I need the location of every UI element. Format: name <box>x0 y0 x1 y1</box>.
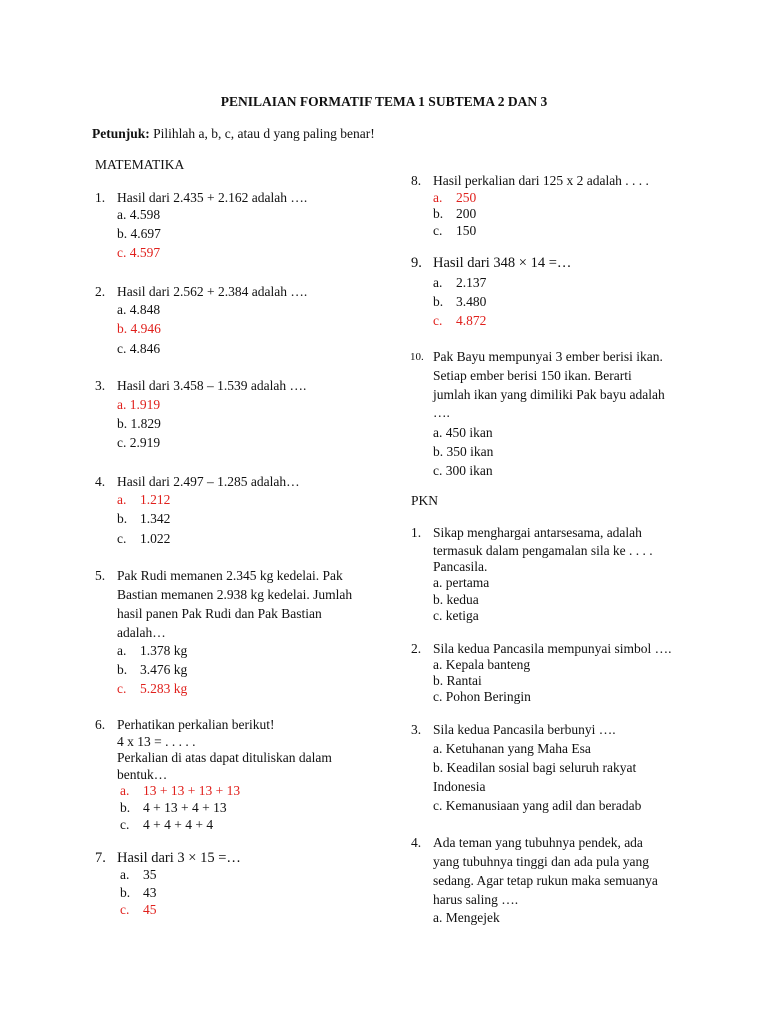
option-a: a. 4.598 <box>117 207 161 222</box>
option-c: 4 + 4 + 4 + 4 <box>143 817 214 832</box>
question-text-line: Pancasila. <box>433 559 488 574</box>
section-heading-pkn: PKN <box>411 493 439 508</box>
option-c-correct: 5.283 kg <box>140 681 188 696</box>
option-a-letter: a. <box>117 643 127 658</box>
option-a-correct: 250 <box>456 190 477 205</box>
option-b-letter: b. <box>120 885 131 900</box>
option-c-correct: c. 4.597 <box>117 245 161 260</box>
question-text-line: Pak Rudi memanen 2.345 kg kedelai. Pak <box>117 568 343 583</box>
option-c-letter: c. <box>433 223 443 238</box>
question-number: 4. <box>411 835 422 850</box>
option-a: 1.378 kg <box>140 643 188 658</box>
option-c-letter: c. <box>433 313 443 328</box>
question-text-line: Ada teman yang tubuhnya pendek, ada <box>433 835 643 850</box>
option-a: a. 450 ikan <box>433 425 493 440</box>
option-b-letter: b. <box>433 206 444 221</box>
option-b: b. 350 ikan <box>433 444 494 459</box>
instruction <box>92 126 375 142</box>
option-a: 35 <box>143 867 157 882</box>
question-text-line: …. <box>433 405 450 420</box>
question-number: 3. <box>411 722 422 737</box>
page-title: PENILAIAN FORMATIF TEMA 1 SUBTEMA 2 DAN 3 <box>220 94 548 109</box>
option-c-letter: c. <box>117 681 127 696</box>
question-text: Hasil dari 2.562 + 2.384 adalah …. <box>117 284 308 299</box>
question-text: Sila kedua Pancasila mempunyai simbol …. <box>433 641 672 656</box>
option-b: 200 <box>456 206 477 221</box>
question-text: Hasil dari 348 × 14 =… <box>433 255 572 271</box>
option-a: a. Kepala banteng <box>433 657 531 672</box>
question-text-line: 4 x 13 = . . . . . <box>117 734 196 749</box>
question-text-line: Bastian memanen 2.938 kg kedelai. Jumlah <box>117 587 353 602</box>
question-text-line: hasil panen Pak Rudi dan Pak Bastian <box>117 606 322 621</box>
option-c: 150 <box>456 223 477 238</box>
question-number: 8. <box>411 173 422 188</box>
question-number: 9. <box>411 255 422 271</box>
option-b: 4 + 13 + 4 + 13 <box>143 800 227 815</box>
option-a-correct: a. 1.919 <box>117 397 161 412</box>
option-a: a. pertama <box>433 575 490 590</box>
option-c-correct: 4.872 <box>456 313 487 328</box>
option-b: 3.476 kg <box>140 662 188 677</box>
question-text-line: adalah… <box>117 625 166 640</box>
option-c: c. 2.919 <box>117 435 161 450</box>
question-number: 3. <box>95 378 106 393</box>
instruction-label: Petunjuk: <box>92 126 150 141</box>
option-b: b. 1.829 <box>117 416 161 431</box>
option-c: c. 4.846 <box>117 341 161 356</box>
question-number: 5. <box>95 568 106 583</box>
question-text-line: Perkalian di atas dapat dituliskan dalam <box>117 750 332 765</box>
option-c: 1.022 <box>140 531 171 546</box>
instruction-text: Pilihlah a, b, c, atau d yang paling benar! <box>149 126 375 141</box>
option-b-letter: b. <box>117 662 128 677</box>
question-text: Sila kedua Pancasila berbunyi …. <box>433 722 616 737</box>
option-b: b. Keadilan sosial bagi seluruh rakyat <box>433 760 637 775</box>
option-c-correct: 45 <box>143 902 157 917</box>
option-a: a. Mengejek <box>433 910 500 925</box>
option-b-continued: Indonesia <box>433 779 486 794</box>
option-a-letter: a. <box>117 492 127 507</box>
option-a: a. 4.848 <box>117 302 161 317</box>
question-text-line: bentuk… <box>117 767 168 782</box>
question-text: Hasil dari 2.435 + 2.162 adalah …. <box>117 190 308 205</box>
option-a-letter: a. <box>433 190 443 205</box>
question-number: 7. <box>95 850 106 866</box>
option-c-letter: c. <box>120 817 130 832</box>
option-a-correct: 1.212 <box>140 492 171 507</box>
question-text: Hasil perkalian dari 125 x 2 adalah . . . . <box>433 173 649 188</box>
section-heading-matematika: MATEMATIKA <box>95 157 185 172</box>
option-c-letter: c. <box>117 531 127 546</box>
question-text: Hasil dari 2.497 – 1.285 adalah… <box>117 474 300 489</box>
option-c-letter: c. <box>120 902 130 917</box>
question-number: 1. <box>95 190 106 205</box>
question-text-line: Perhatikan perkalian berikut! <box>117 717 275 732</box>
option-b: 3.480 <box>456 294 487 309</box>
question-number: 4. <box>95 474 106 489</box>
question-text-line: jumlah ikan yang dimiliki Pak bayu adalah <box>433 387 665 402</box>
option-c: c. Pohon Beringin <box>433 689 531 704</box>
option-a-letter: a. <box>120 867 130 882</box>
option-b: b. 4.697 <box>117 226 161 241</box>
option-b: b. Rantai <box>433 673 482 688</box>
option-b: 1.342 <box>140 511 171 526</box>
question-number: 6. <box>95 717 106 732</box>
option-b: b. kedua <box>433 592 479 607</box>
question-text: Hasil dari 3.458 – 1.539 adalah …. <box>117 378 307 393</box>
question-text-line: harus saling …. <box>433 892 519 907</box>
question-number: 1. <box>411 525 422 540</box>
option-b-correct: b. 4.946 <box>117 321 161 336</box>
option-b: 43 <box>143 885 157 900</box>
question-text-line: Pak Bayu mempunyai 3 ember berisi ikan. <box>433 349 663 364</box>
option-b-letter: b. <box>433 294 444 309</box>
question-text: Hasil dari 3 × 15 =… <box>117 850 241 866</box>
question-text-line: yang tubuhnya tinggi dan ada pula yang <box>433 854 649 869</box>
question-number: 2. <box>95 284 106 299</box>
option-c: c. ketiga <box>433 608 479 623</box>
option-a: 2.137 <box>456 275 487 290</box>
option-a-letter: a. <box>120 783 130 798</box>
option-a-correct: 13 + 13 + 13 + 13 <box>143 783 241 798</box>
question-text-line: termasuk dalam pengamalan sila ke . . . . <box>433 543 653 558</box>
option-c: c. Kemanusiaan yang adil dan beradab <box>433 798 642 813</box>
question-number: 2. <box>411 641 422 656</box>
question-text-line: Sikap menghargai antarsesama, adalah <box>433 525 642 540</box>
question-text-line: Setiap ember berisi 150 ikan. Berarti <box>433 368 632 383</box>
question-number: 10. <box>410 351 424 363</box>
option-b-letter: b. <box>120 800 131 815</box>
option-a: a. Ketuhanan yang Maha Esa <box>433 741 591 756</box>
option-b-letter: b. <box>117 511 128 526</box>
option-a-letter: a. <box>433 275 443 290</box>
option-c: c. 300 ikan <box>433 463 493 478</box>
question-text-line: sedang. Agar tetap rukun maka semuanya <box>433 873 658 888</box>
